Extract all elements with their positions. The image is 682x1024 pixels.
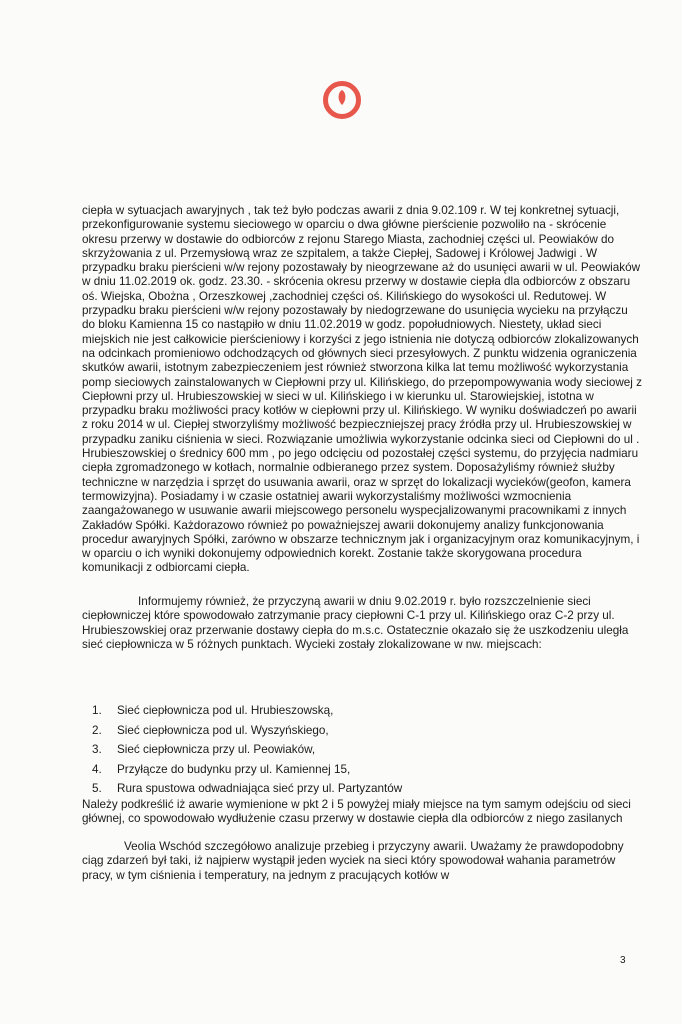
list-item	[92, 763, 402, 783]
list-item-text: Sieć ciepłownicza pod ul. Wyszyńskiego,	[117, 723, 329, 737]
list-item-number: 2.	[92, 723, 102, 737]
paragraph-failure-note: Należy podkreślić iż awarie wymienione w pkt 2 i 5 powyżej miały miejsce na tym samym odejściu od sieci głównej, co spowodowało wydłużenie czasu przerwy w dostawie ciepła dla odbiorców z niego zasilanych	[82, 798, 631, 826]
list-item-text: Przyłącze do budynku przy ul. Kamiennej 15,	[117, 762, 351, 776]
paragraph-network-rings: ciepła w sytuacjach awaryjnych , tak też było podczas awarii z dnia 9.02.109 r. W tej konkretnej sytuacji, przekonfigurowanie systemu sieciowego w oparciu o dwa główne pierścienie pozwoliło na - skrócenie okresu przerwy w dostawie do odbiorców z rejonu Starego Miasta, zachodniej części ul. Peowiaków do skrzyżowania z ul. Przemysłową wraz ze szpitalem, a także Ciepłej, Sadowej i Królowej Jadwigi . W przypadku braku pierścieni w/w rejony pozostawały by nieogrzewane aż do usunięci awarii w ul. Peowiaków w dniu 11.02.2019 ok. godz. 23.30. - skrócenia okresu przerwy w dostawie ciepła dla odbiorców z obszaru oś. Wiejska, Obożna , Orzeszkowej ,zachodniej części oś. Kilińskiego do wysokości ul. Redutowej. W przypadku braku pierścieni w/w rejony pozostawały by niedogrzewane do usunięcia wycieku na przyłączu do bloku Kamienna 15 co nastąpiło w dniu 11.02.2019 w godz. popołudniowych. Niestety, układ sieci miejskich nie jest całkowicie pierścieniowy i korzyści z jego istnienia nie dotyczą odbiorców zlokalizowanych na odcinkach promieniowo odchodzących od głównych sieci przesyłowych. Z punktu widzenia ograniczenia skutków awarii, istotnym zabezpieczeniem jest również stworzona kilka lat temu możliwość wykorzystania pomp sieciowych zainstalowanych w Ciepłowni przy ul. Kilińskiego, do przepompowywania wody sieciowej z Ciepłowni przy ul. Hrubieszowskiej w sieci w ul. Kilińskiego i w kierunku ul. Starowiejskiej, istotna w przypadku braku możliwości pracy kotłów w ciepłowni przy ul. Kilińskiego. W wyniku doświadczeń po awarii z roku 2014 w ul. Ciepłej stworzyliśmy możliwość bezpieczniejszej pracy źródła przy ul. Hrubieszowskiej w przypadku zaniku ciśnienia w sieci. Rozwiązanie umożliwia wykorzystanie odcinka sieci od Ciepłowni do ul . Hrubieszowskiej o średnicy 600 mm , po jego odcięciu od pozostałej części systemu, do przyjęcia nadmiaru ciepła zgromadzonego w kotłach, normalnie odbieranego przez system. Doposażyliśmy również służby techniczne w narzędzia i sprzęt do usuwania awarii, oraz w sprzęt do lokalizacji wycieków(geofon, kamera termowizyjna). Posiadamy i w czasie ostatniej awarii wykorzystaliśmy możliwości wzmocnienia zaangażowanego w usuwanie awarii miejscowego personelu wyspecjalizowanymi pracownikami z innych Zakładów Spółki. Każdorazowo również po poważniejszej awarii dokonujemy analizy funkcjonowania procedur awaryjnych Spółki, zarówno w obszarze technicznym jak i organizacyjnym oraz komunikacyjnym, i w oparciu o ich wyniki dokonujemy odpowiednich korekt. Zostanie także skorygowana procedura komunikacji z odbiorcami ciepła.	[82, 204, 642, 575]
list-item-number: 4.	[92, 762, 102, 776]
leak-locations-list	[92, 704, 402, 802]
paragraph-failure-cause: Informujemy również, że przyczyną awarii w dniu 9.02.2019 r. było rozszczelnienie sieci ciepłowniczej które spowodowało zatrzymanie pracy ciepłowni C-1 przy ul. Kilińskiego oraz C-2 przy ul. Hrubieszowskiej oraz przerwanie dostawy ciepła do m.s.c. Ostatecznie okazało się że uszkodzeniu uległa sieć ciepłownicza w 5 różnych punktach. Wycieki zostały zlokalizowane w nw. miejscach:	[82, 595, 629, 651]
list-item-text: Sieć ciepłownicza przy ul. Peowiaków,	[117, 743, 316, 757]
list-item	[92, 724, 402, 744]
list-item-number: 5.	[92, 782, 102, 796]
list-item-text: Rura spustowa odwadniająca sieć przy ul. Partyzantów	[117, 782, 403, 796]
paragraph-analysis: Veolia Wschód szczegółowo analizuje przebieg i przyczyny awarii. Uważamy że prawdopodobny ciąg zdarzeń był taki, iż najpierw wystąpił jeden wyciek na sieci który spowodował wahania parametrów pracy, w tym ciśnienia i temperatury, na jednym z pracujących kotłów w	[82, 840, 624, 882]
list-item-number: 3.	[92, 743, 102, 757]
veolia-logo-icon	[320, 78, 364, 122]
list-item	[92, 743, 402, 763]
list-item	[92, 704, 402, 724]
page-number: 3	[620, 955, 626, 966]
list-item-text: Sieć ciepłownicza pod ul. Hrubieszowską,	[117, 704, 334, 717]
list-item-number: 1.	[92, 704, 102, 717]
